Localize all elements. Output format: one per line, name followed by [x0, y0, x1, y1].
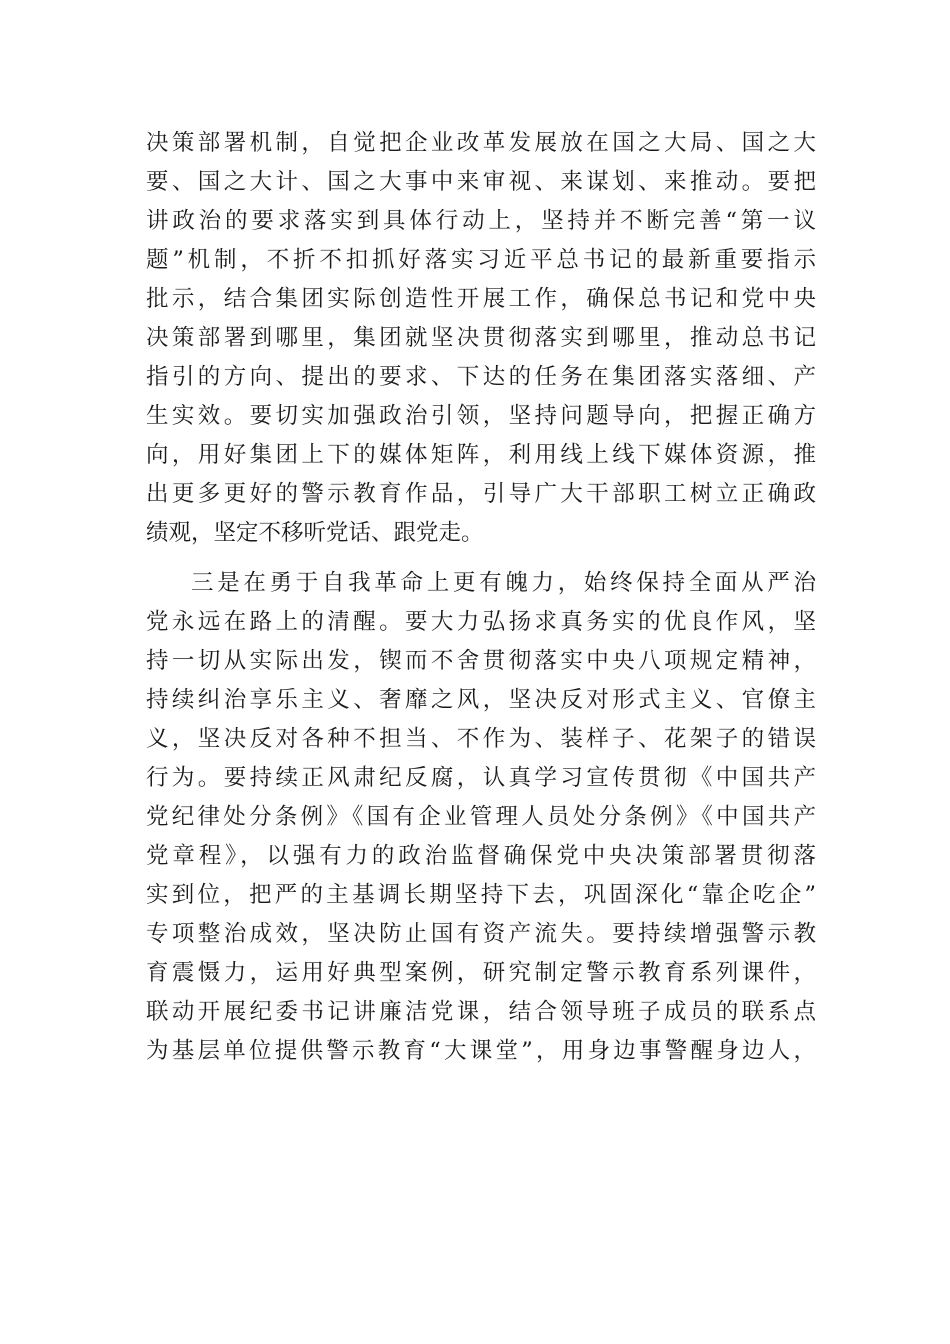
text-line: 行为。要持续正风肃纪反腐，认真学习宣传贯彻《中国共产 [146, 765, 816, 791]
text-line: 联动开展纪委书记讲廉洁党课，结合领导班子成员的联系点 [146, 999, 816, 1025]
text-line: 三是在勇于自我革命上更有魄力，始终保持全面从严治 [191, 570, 816, 596]
text-line: 持一切从实际出发，锲而不舍贯彻落实中央八项规定精神， [146, 648, 816, 674]
text-line: 出更多更好的警示教育作品，引导广大干部职工树立正确政 [146, 481, 816, 507]
text-line: 党章程》，以强有力的政治监督确保党中央决策部署贯彻落 [146, 843, 816, 869]
text-line: 决策部署到哪里，集团就坚决贯彻落实到哪里，推动总书记 [146, 325, 816, 351]
text-line: 持续纠治享乐主义、奢靡之风，坚决反对形式主义、官僚主 [146, 687, 816, 713]
paragraph-continued [146, 124, 816, 553]
text-line: 指引的方向、提出的要求、下达的任务在集团落实落细、产 [146, 364, 816, 390]
text-line: 批示，结合集团实际创造性开展工作，确保总书记和党中央 [146, 286, 816, 312]
paragraph-point-three [146, 564, 816, 1071]
text-line: 实到位，把严的主基调长期坚持下去，巩固深化“靠企吃企” [146, 882, 816, 908]
text-line: 决策部署机制，自觉把企业改革发展放在国之大局、国之大 [146, 130, 816, 156]
text-line: 义，坚决反对各种不担当、不作为、装样子、花架子的错误 [146, 726, 816, 752]
text-line: 要、国之大计、国之大事中来审视、来谋划、来推动。要把 [146, 169, 816, 195]
text-line: 专项整治成效，坚决防止国有资产流失。要持续增强警示教 [146, 921, 816, 947]
text-line: 绩观，坚定不移听党话、跟党走。 [146, 520, 484, 546]
text-line: 生实效。要切实加强政治引领，坚持问题导向，把握正确方 [146, 403, 816, 429]
text-line: 党永远在路上的清醒。要大力弘扬求真务实的优良作风，坚 [146, 609, 816, 635]
text-line: 向，用好集团上下的媒体矩阵，利用线上线下媒体资源，推 [146, 442, 816, 468]
text-line: 讲政治的要求落实到具体行动上，坚持并不断完善“第一议 [146, 208, 816, 234]
text-line: 育震慑力，运用好典型案例，研究制定警示教育系列课件， [146, 960, 816, 986]
text-line: 题”机制，不折不扣抓好落实习近平总书记的最新重要指示 [146, 247, 816, 273]
text-line: 为基层单位提供警示教育“大课堂”，用身边事警醒身边人， [146, 1038, 816, 1064]
text-line: 党纪律处分条例》《国有企业管理人员处分条例》《中国共产 [146, 804, 816, 830]
